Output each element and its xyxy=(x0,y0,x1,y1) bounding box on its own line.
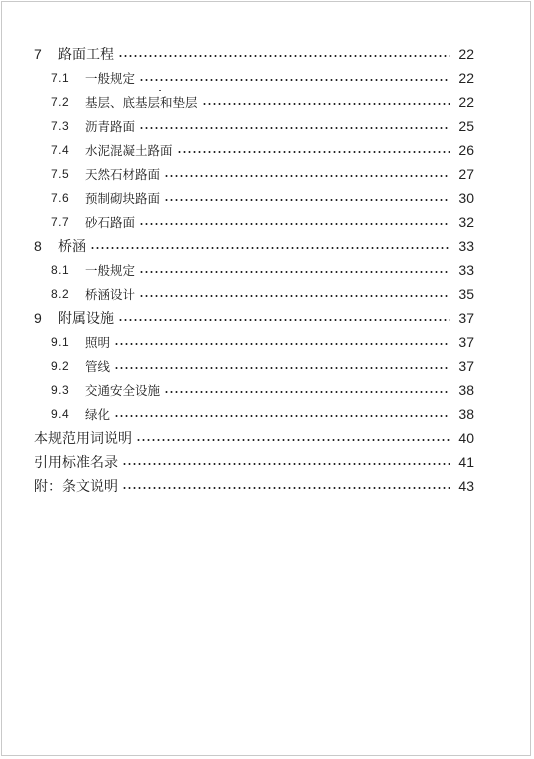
toc-entry-page: 33 xyxy=(458,262,474,278)
dot-leader xyxy=(90,247,450,249)
toc-entry-page: 38 xyxy=(458,406,474,422)
toc-entry-title: 基层、底基层和垫层 xyxy=(85,95,198,110)
toc-entry-number: 7.6 xyxy=(51,191,70,205)
toc-entry-7-3[interactable] xyxy=(51,114,474,138)
toc-entry-page: 37 xyxy=(458,334,474,350)
toc-entry-9[interactable] xyxy=(34,306,474,330)
toc-entry-number: 9.3 xyxy=(51,383,70,397)
toc-entry-7-1[interactable] xyxy=(51,66,474,90)
toc-entry-referenced-standards[interactable] xyxy=(34,450,474,474)
dot-leader xyxy=(139,127,450,129)
toc-entry-number: 7.3 xyxy=(51,119,70,133)
toc-entry-page: 40 xyxy=(458,430,474,446)
toc-entry-title: 桥涵设计 xyxy=(85,287,136,302)
dot-leader xyxy=(118,55,450,57)
toc-entry-page: 37 xyxy=(458,310,474,326)
toc-entry-page: 35 xyxy=(458,286,474,302)
toc-entry-number: 7.7 xyxy=(51,215,70,229)
toc-entry-title: 沥青路面 xyxy=(85,119,136,134)
dot-leader xyxy=(122,487,450,489)
dot-leader xyxy=(139,271,450,273)
toc-entry-page: 43 xyxy=(458,478,474,494)
toc-entry-7-6[interactable] xyxy=(51,186,474,210)
toc-entry-article-explanation[interactable] xyxy=(34,474,474,498)
toc-entry-title: 一般规定 xyxy=(85,263,136,278)
toc-entry-number: 8 xyxy=(34,238,42,254)
toc-entry-7-2[interactable] xyxy=(51,90,474,114)
toc-entry-9-2[interactable] xyxy=(51,354,474,378)
toc-entry-title: 水泥混凝土路面 xyxy=(85,143,173,158)
toc-entry-number: 9.2 xyxy=(51,359,70,373)
dot-leader xyxy=(164,175,450,177)
toc-entry-8-1[interactable] xyxy=(51,258,474,282)
toc-entry-title: 附属设施 xyxy=(58,311,114,327)
toc-entry-page: 27 xyxy=(458,166,474,182)
toc-entry-page: 25 xyxy=(458,118,474,134)
toc-entry-title: 照明 xyxy=(85,335,111,350)
dot-leader xyxy=(118,319,450,321)
dot-leader xyxy=(139,295,450,297)
toc-entry-page: 22 xyxy=(458,70,474,86)
toc-entry-title: 绿化 xyxy=(85,407,111,422)
dot-leader xyxy=(177,151,450,153)
toc-entry-number: 7.4 xyxy=(51,143,70,157)
toc-entry-title: 天然石材路面 xyxy=(85,167,161,182)
dot-leader xyxy=(139,79,450,81)
toc-entry-title: 管线 xyxy=(85,359,111,374)
toc-entry-page: 26 xyxy=(458,142,474,158)
toc-entry-number: 7 xyxy=(34,46,42,62)
toc-entry-8-2[interactable] xyxy=(51,282,474,306)
toc-entry-page: 37 xyxy=(458,358,474,374)
dot-leader xyxy=(136,439,450,441)
toc-entry-title: 本规范用词说明 xyxy=(34,431,132,447)
scan-speck xyxy=(159,90,161,91)
toc-entry-title: 预制砌块路面 xyxy=(85,191,161,206)
dot-leader xyxy=(164,199,450,201)
toc-entry-page: 22 xyxy=(458,46,474,62)
dot-leader xyxy=(114,415,450,417)
toc-entry-9-4[interactable] xyxy=(51,402,474,426)
dot-leader xyxy=(114,343,450,345)
toc-entry-number: 9.1 xyxy=(51,335,70,349)
toc-entry-title: 砂石路面 xyxy=(85,215,136,230)
toc-entry-number: 8.2 xyxy=(51,287,70,301)
toc-entry-number: 7.1 xyxy=(51,71,70,85)
toc-entry-9-1[interactable] xyxy=(51,330,474,354)
toc-entry-page: 41 xyxy=(458,454,474,470)
toc-entry-number: 7.2 xyxy=(51,95,70,109)
toc-entry-page: 33 xyxy=(458,238,474,254)
toc-entry-7-7[interactable] xyxy=(51,210,474,234)
toc-entry-number: 9 xyxy=(34,310,42,326)
toc-entry-number: 8.1 xyxy=(51,263,70,277)
toc-entry-7-5[interactable] xyxy=(51,162,474,186)
toc-entry-9-3[interactable] xyxy=(51,378,474,402)
dot-leader xyxy=(122,463,450,465)
document-page xyxy=(1,1,531,756)
toc-entry-title: 引用标准名录 xyxy=(34,455,118,471)
toc-entry-title: 路面工程 xyxy=(58,47,114,63)
toc-entry-page: 32 xyxy=(458,214,474,230)
toc-entry-number: 7.5 xyxy=(51,167,70,181)
dot-leader xyxy=(139,223,450,225)
toc-entry-page: 22 xyxy=(458,94,474,110)
toc-entry-title: 桥涵 xyxy=(58,239,86,255)
toc-entry-wording-explanation[interactable] xyxy=(34,426,474,450)
dot-leader xyxy=(114,367,450,369)
toc-entry-8[interactable] xyxy=(34,234,474,258)
toc-entry-title: 交通安全设施 xyxy=(85,383,161,398)
toc-entry-7-4[interactable] xyxy=(51,138,474,162)
toc-entry-page: 38 xyxy=(458,382,474,398)
toc-entry-page: 30 xyxy=(458,190,474,206)
toc-entry-title: 一般规定 xyxy=(85,71,136,86)
toc-entry-title: 附：条文说明 xyxy=(34,479,118,495)
dot-leader xyxy=(164,391,450,393)
toc-entry-7[interactable] xyxy=(34,42,474,66)
toc-entry-number: 9.4 xyxy=(51,407,70,421)
dot-leader xyxy=(202,103,450,105)
